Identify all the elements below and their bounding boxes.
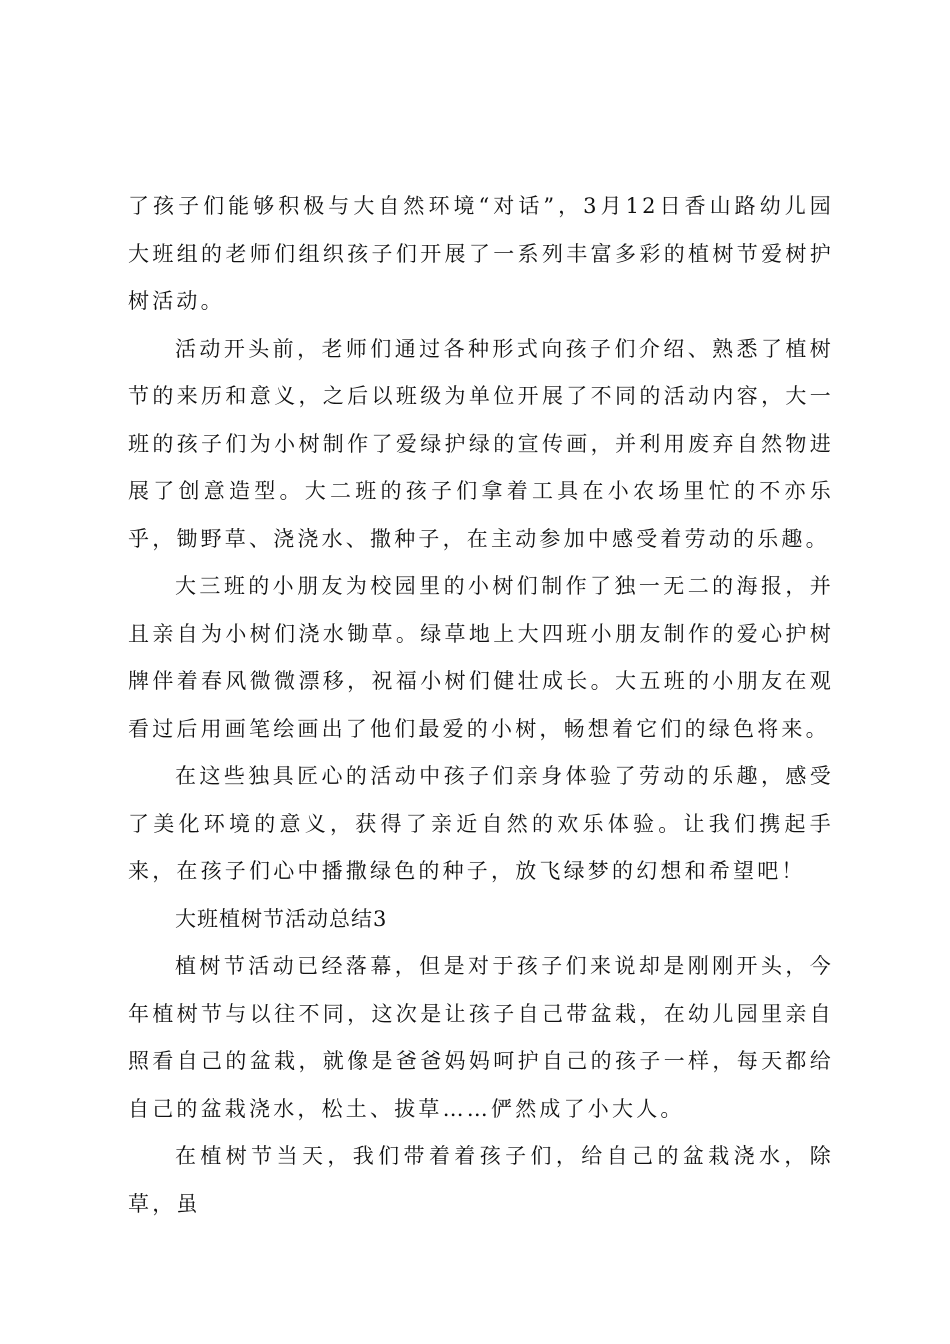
paragraph-activity-start: 活动开头前，老师们通过各种形式向孩子们介绍、熟悉了植树节的来历和意义，之后以班级为单位开展了不同的活动内容，大一班的孩子们为小树制作了爱绿护绿的宣传画，并利用废弃自然物进展了创意造型。大二班的孩子们拿着工具在小农场里忙的不亦乐乎，锄野草、浇浇水、撒种子，在主动参加中感受着劳动的乐趣。: [128, 336, 834, 551]
paragraph-tree-day: 在植树节当天，我们带着着孩子们，给自己的盆栽浇水，除草，虽: [128, 1144, 834, 1216]
paragraph-continuation: 了孩子们能够积极与大自然环境“对话”，3月12日香山路幼儿园大班组的老师们组织孩子们开展了一系列丰富多彩的植树节爱树护树活动。: [128, 194, 834, 313]
paragraph-summary-intro: 植树节活动已经落幕，但是对于孩子们来说却是刚刚开头，今年植树节与以往不同，这次是让孩子自己带盆栽，在幼儿园里亲自照看自己的盆栽，就像是爸爸妈妈呵护自己的孩子一样，每天都给自己的盆栽浇水，松土、拔草……俨然成了小大人。: [128, 954, 834, 1121]
paragraph-experience: 在这些独具匠心的活动中孩子们亲身体验了劳动的乐趣，感受了美化环境的意义，获得了亲近自然的欢乐体验。让我们携起手来，在孩子们心中播撒绿色的种子，放飞绿梦的幻想和希望吧！: [128, 764, 834, 883]
section-heading: 大班植树节活动总结3: [175, 906, 388, 931]
document-body: [128, 183, 834, 1228]
paragraph-class-three: 大三班的小朋友为校园里的小树们制作了独一无二的海报，并且亲自为小树们浇水锄草。绿草地上大四班小朋友制作的爱心护树牌伴着春风微微漂移，祝福小树们健壮成长。大五班的小朋友在观看过后用画笔绘画出了他们最爱的小树，畅想着它们的绿色将来。: [128, 574, 834, 741]
